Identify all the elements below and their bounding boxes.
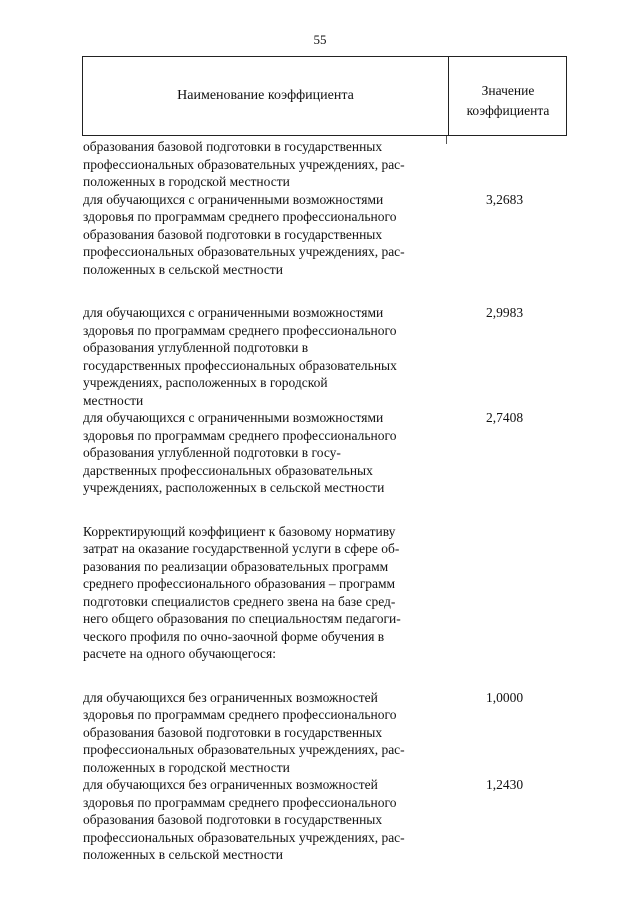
row-text: для обучающихся с ограниченными возможностями здоровья по программам среднего профессионального образования углубленной подготовки в государственных профессиональных образовательных учреждениях, расположенных в городской местности <box>83 305 397 408</box>
column-header-name: Наименование коэффициента <box>177 88 354 103</box>
table-row <box>83 776 563 864</box>
row-value <box>446 138 563 191</box>
table-header <box>82 56 567 136</box>
row-text: для обучающихся с ограниченными возможностями здоровья по программам среднего профессионального образования углубленной подготовки в госу- дарственных профессиональных образовательных учреждениях, расположенных в сельской местности <box>83 410 397 495</box>
row-value: 2,9983 <box>485 305 524 320</box>
row-text: для обучающихся без ограниченных возможностей здоровья по программам среднего профессионального образования базовой подготовки в государственных профессиональных образовательных учреждениях, рас- положенных в сельской местности <box>83 777 405 862</box>
row-value: 3,2683 <box>485 191 524 207</box>
row-value <box>446 523 563 663</box>
row-value: 2,7408 <box>485 410 524 425</box>
row-text: для обучающихся без ограниченных возможностей здоровья по программам среднего профессионального образования базовой подготовки в государственных профессиональных образовательных учреждениях, рас- положенных в городской местности <box>83 689 405 775</box>
table-row <box>83 304 563 409</box>
row-text: образования базовой подготовки в государственных профессиональных образовательных учреждениях, рас- положенных в городской местности <box>83 139 405 189</box>
section-heading-row <box>83 523 563 663</box>
row-text: для обучающихся с ограниченными возможностями здоровья по программам среднего профессионального образования базовой подготовки в государственных профессиональных образовательных учреждениях, рас- положенных в сельской местности <box>83 191 405 277</box>
page-number: 55 <box>313 32 327 47</box>
row-value: 1,2430 <box>485 777 524 792</box>
table-body <box>83 138 563 864</box>
row-value: 1,0000 <box>485 689 524 705</box>
section-heading-text: Корректирующий коэффициент к базовому нормативу затрат на оказание государственной услуги в сфере об- разования по реализации образовательных программ среднего профессионального образования – программ подготовки специалистов среднего звена на базе сред- него общего образования по специальностям педагоги- ческого профиля по очно-заочной форме обучения в расчете на одного обучающегося: <box>83 523 401 661</box>
table-row <box>83 689 563 777</box>
table-row <box>83 191 563 279</box>
table-row <box>83 409 563 497</box>
table-row <box>83 138 563 191</box>
column-header-value: Значение коэффициента <box>466 83 550 118</box>
